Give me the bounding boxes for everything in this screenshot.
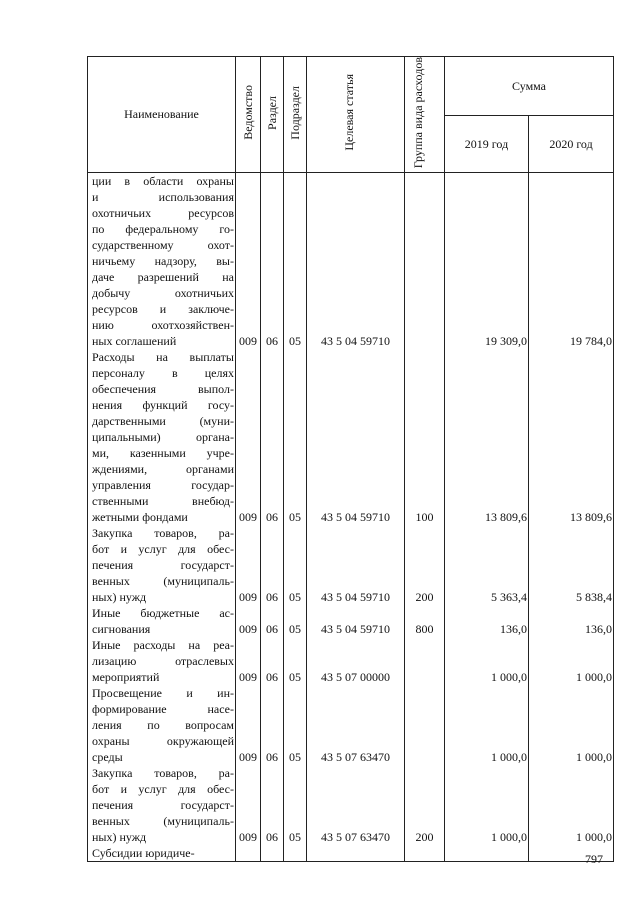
- row-subsection: 05: [284, 525, 307, 605]
- row-name: [88, 525, 236, 605]
- row-sum-2020: 13 809,6: [529, 349, 614, 525]
- row-name-line: нию охотхозяйствен-: [92, 318, 234, 333]
- row-name-line: Закупка товаров, ра-: [92, 766, 234, 781]
- row-sum-2020: 1 000,0: [529, 637, 614, 685]
- page-number: 797: [585, 852, 603, 866]
- row-expense-group: [405, 845, 445, 862]
- row-section: 06: [261, 605, 284, 637]
- row-name-line: охотничьих ресурсов: [92, 206, 234, 221]
- row-sum-2019: 1 000,0: [445, 765, 529, 845]
- row-section: 06: [261, 525, 284, 605]
- row-name-line: среды: [92, 750, 123, 765]
- row-sum-2019: 5 363,4: [445, 525, 529, 605]
- row-name-line: ции в области охраны: [92, 174, 234, 189]
- row-name-line: бот и услуг для обес-: [92, 542, 234, 557]
- row-expense-group: 800: [405, 605, 445, 637]
- row-sum-2020: 1 000,0: [529, 685, 614, 765]
- header-expense-group: Группа вида расходов: [405, 57, 445, 173]
- row-department: 009: [236, 173, 261, 350]
- table-row: [88, 637, 614, 685]
- header-target-article: Целевая статья: [307, 57, 405, 173]
- row-name: [88, 765, 236, 845]
- row-department: 009: [236, 765, 261, 845]
- row-expense-group: [405, 637, 445, 685]
- row-target-article: 43 5 07 00000: [307, 637, 405, 685]
- header-subsection: Подраздел: [284, 57, 307, 173]
- row-expense-group: [405, 685, 445, 765]
- row-sum-2019: 19 309,0: [445, 173, 529, 350]
- row-name-line: формирование насе-: [92, 702, 234, 717]
- row-name-line: ципальными) органа-: [92, 430, 234, 445]
- row-name-line: ственными внебюд-: [92, 494, 234, 509]
- table-row: [88, 765, 614, 845]
- row-name-line: Иные бюджетные ас-: [92, 606, 234, 621]
- row-name-line: бот и услуг для обес-: [92, 782, 234, 797]
- row-department: 009: [236, 349, 261, 525]
- row-name: [88, 685, 236, 765]
- row-subsection: [284, 845, 307, 862]
- header-sum: Сумма: [445, 57, 614, 116]
- row-expense-group: 100: [405, 349, 445, 525]
- row-name-line: Закупка товаров, ра-: [92, 526, 234, 541]
- row-section: 06: [261, 685, 284, 765]
- row-name-line: мероприятий: [92, 670, 160, 685]
- row-target-article: 43 5 04 59710: [307, 349, 405, 525]
- row-expense-group: 200: [405, 765, 445, 845]
- row-section: 06: [261, 637, 284, 685]
- row-section: 06: [261, 349, 284, 525]
- row-name: [88, 173, 236, 350]
- row-name: [88, 349, 236, 525]
- header-year-2020: 2020 год: [529, 116, 614, 173]
- row-name-line: жетными фондами: [92, 510, 188, 525]
- row-name-line: охраны окружающей: [92, 734, 234, 749]
- row-subsection: 05: [284, 605, 307, 637]
- row-name-line: ресурсов и заключе-: [92, 302, 234, 317]
- row-sum-2020: 136,0: [529, 605, 614, 637]
- table-row: [88, 349, 614, 525]
- row-section: 06: [261, 765, 284, 845]
- row-sum-2020: 19 784,0: [529, 173, 614, 350]
- row-name-line: персоналу в целях: [92, 366, 234, 381]
- row-subsection: 05: [284, 685, 307, 765]
- table-header: [88, 57, 614, 173]
- row-name-line: добычу охотничьих: [92, 286, 234, 301]
- row-name-line: ми, казенными учре-: [92, 446, 234, 461]
- row-department: 009: [236, 525, 261, 605]
- row-name: [88, 637, 236, 685]
- row-name-line: печения государст-: [92, 798, 234, 813]
- row-expense-group: 200: [405, 525, 445, 605]
- row-target-article: [307, 845, 405, 862]
- row-subsection: 05: [284, 173, 307, 350]
- row-name-line: обеспечения выпол-: [92, 382, 234, 397]
- row-sum-2020: 1 000,0: [529, 765, 614, 845]
- row-name: [88, 605, 236, 637]
- row-subsection: 05: [284, 637, 307, 685]
- row-name-line: и использования: [92, 190, 234, 205]
- row-name-line: печения государст-: [92, 558, 234, 573]
- row-name: [88, 845, 236, 862]
- row-name-line: по федеральному го-: [92, 222, 234, 237]
- row-department: 009: [236, 637, 261, 685]
- row-subsection: 05: [284, 349, 307, 525]
- row-section: [261, 845, 284, 862]
- row-name-line: управления государ-: [92, 478, 234, 493]
- row-name-line: венных (муниципаль-: [92, 814, 234, 829]
- header-year-2019: 2019 год: [445, 116, 529, 173]
- row-name-line: ных соглашений: [92, 334, 177, 349]
- row-name-line: венных (муниципаль-: [92, 574, 234, 589]
- row-name-line: лизацию отраслевых: [92, 654, 234, 669]
- table-row: [88, 605, 614, 637]
- row-expense-group: [405, 173, 445, 350]
- row-target-article: 43 5 07 63470: [307, 765, 405, 845]
- row-target-article: 43 5 07 63470: [307, 685, 405, 765]
- header-section: Раздел: [261, 57, 284, 173]
- row-department: 009: [236, 685, 261, 765]
- row-section: 06: [261, 173, 284, 350]
- row-name-line: Субсидии юридиче-: [92, 846, 195, 861]
- row-sum-2019: 136,0: [445, 605, 529, 637]
- row-sum-2019: 1 000,0: [445, 637, 529, 685]
- budget-table: [87, 56, 614, 862]
- row-name-line: Иные расходы на реа-: [92, 638, 234, 653]
- table-row: [88, 685, 614, 765]
- row-target-article: 43 5 04 59710: [307, 605, 405, 637]
- row-sum-2019: 1 000,0: [445, 685, 529, 765]
- row-subsection: 05: [284, 765, 307, 845]
- row-name-line: Расходы на выплаты: [92, 350, 234, 365]
- row-target-article: 43 5 04 59710: [307, 525, 405, 605]
- row-name-line: нения функций госу-: [92, 398, 234, 413]
- row-name-line: даче разрешений на: [92, 270, 234, 285]
- row-department: [236, 845, 261, 862]
- row-name-line: дарственными (муни-: [92, 414, 234, 429]
- row-sum-2019: 13 809,6: [445, 349, 529, 525]
- row-name-line: ных) нужд: [92, 590, 147, 605]
- table-row: [88, 173, 614, 350]
- header-name: Наименование: [88, 57, 236, 173]
- row-name-line: сигнования: [92, 622, 151, 637]
- row-department: 009: [236, 605, 261, 637]
- row-name-line: Просвещение и ин-: [92, 686, 234, 701]
- row-target-article: 43 5 04 59710: [307, 173, 405, 350]
- table-row: [88, 525, 614, 605]
- header-department: Ведомство: [236, 57, 261, 173]
- row-name-line: сударственному охот-: [92, 238, 234, 253]
- row-name-line: ждениями, органами: [92, 462, 234, 477]
- row-sum-2020: 5 838,4: [529, 525, 614, 605]
- row-name-line: ных) нужд: [92, 830, 147, 845]
- row-name-line: ления по вопросам: [92, 718, 234, 733]
- table-row: [88, 845, 614, 862]
- table-body: [88, 173, 614, 862]
- row-name-line: ничьему надзору, вы-: [92, 254, 234, 269]
- row-sum-2019: [445, 845, 529, 862]
